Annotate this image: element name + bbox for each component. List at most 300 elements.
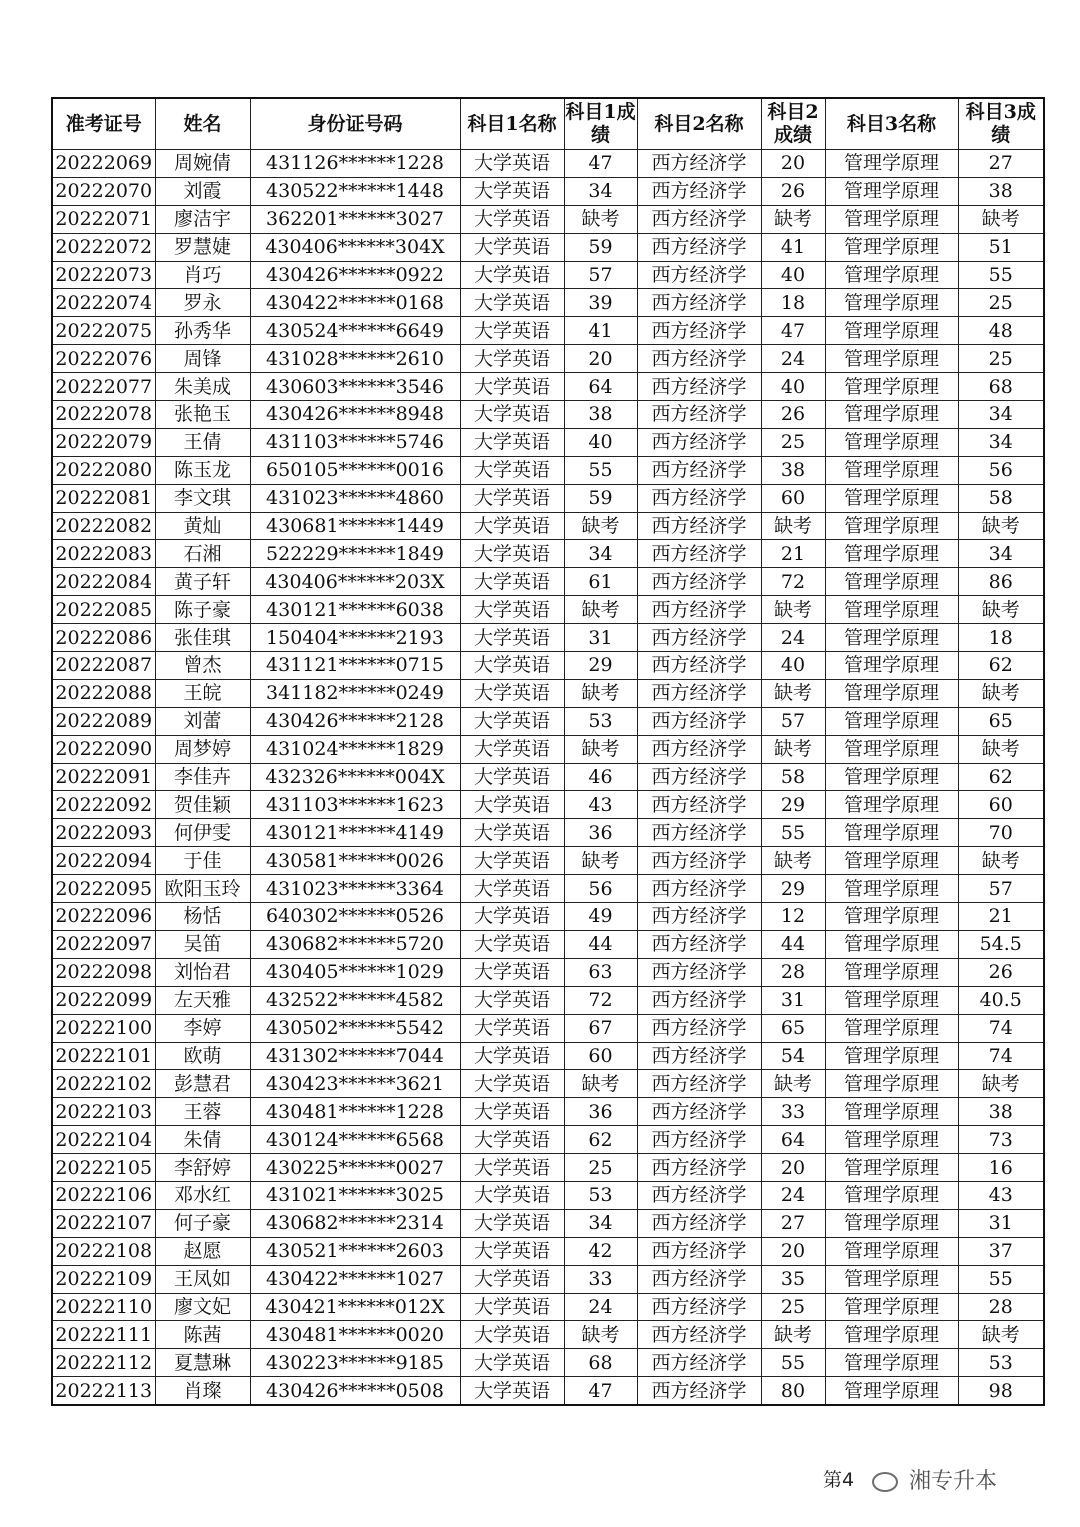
cell-subject3-score: 37 bbox=[958, 1237, 1044, 1265]
cell-id-number: 430225******0027 bbox=[250, 1154, 460, 1182]
cell-subject3-name: 管理学原理 bbox=[825, 1126, 958, 1154]
cell-name: 王皖 bbox=[155, 679, 250, 707]
table-row bbox=[52, 930, 1044, 958]
table-row bbox=[52, 1321, 1044, 1349]
cell-subject1-score: 36 bbox=[564, 1098, 637, 1126]
cell-subject2-name: 西方经济学 bbox=[637, 735, 761, 763]
cell-exam-id: 20222070 bbox=[52, 177, 155, 205]
cell-subject2-score: 40 bbox=[761, 373, 825, 401]
cell-exam-id: 20222108 bbox=[52, 1237, 155, 1265]
header-subject3-score: 科目3成绩 bbox=[958, 98, 1044, 150]
cell-name: 何子豪 bbox=[155, 1209, 250, 1237]
cell-name: 肖巧 bbox=[155, 261, 250, 289]
cell-exam-id: 20222095 bbox=[52, 875, 155, 903]
cell-subject1-name: 大学英语 bbox=[460, 150, 564, 178]
cell-subject3-score: 缺考 bbox=[958, 735, 1044, 763]
cell-exam-id: 20222111 bbox=[52, 1321, 155, 1349]
page-number: 第4 bbox=[823, 1469, 855, 1491]
cell-subject3-name: 管理学原理 bbox=[825, 1349, 958, 1377]
cell-subject1-name: 大学英语 bbox=[460, 261, 564, 289]
cell-exam-id: 20222100 bbox=[52, 1014, 155, 1042]
cell-subject3-score: 62 bbox=[958, 652, 1044, 680]
cell-subject2-name: 西方经济学 bbox=[637, 679, 761, 707]
cell-subject3-score: 54.5 bbox=[958, 930, 1044, 958]
cell-subject2-name: 西方经济学 bbox=[637, 1181, 761, 1209]
cell-exam-id: 20222096 bbox=[52, 903, 155, 931]
table-row bbox=[52, 1098, 1044, 1126]
cell-subject1-score: 53 bbox=[564, 1181, 637, 1209]
cell-subject2-name: 西方经济学 bbox=[637, 791, 761, 819]
cell-subject3-score: 38 bbox=[958, 1098, 1044, 1126]
cell-subject3-score: 31 bbox=[958, 1209, 1044, 1237]
cell-subject1-score: 25 bbox=[564, 1154, 637, 1182]
cell-name: 王凤如 bbox=[155, 1265, 250, 1293]
cell-name: 王蓉 bbox=[155, 1098, 250, 1126]
cell-name: 杨恬 bbox=[155, 903, 250, 931]
cell-name: 朱美成 bbox=[155, 373, 250, 401]
cell-subject1-score: 34 bbox=[564, 540, 637, 568]
cell-subject1-name: 大学英语 bbox=[460, 540, 564, 568]
cell-subject1-name: 大学英语 bbox=[460, 456, 564, 484]
cell-subject2-score: 33 bbox=[761, 1098, 825, 1126]
table-row bbox=[52, 512, 1044, 540]
table-row bbox=[52, 289, 1044, 317]
cell-subject1-name: 大学英语 bbox=[460, 373, 564, 401]
cell-name: 罗慧婕 bbox=[155, 233, 250, 261]
cell-subject3-name: 管理学原理 bbox=[825, 540, 958, 568]
cell-subject2-name: 西方经济学 bbox=[637, 1293, 761, 1321]
cell-subject3-score: 25 bbox=[958, 289, 1044, 317]
watermark bbox=[872, 1464, 997, 1495]
table-row bbox=[52, 1126, 1044, 1154]
cell-subject1-name: 大学英语 bbox=[460, 1377, 564, 1405]
cell-subject3-name: 管理学原理 bbox=[825, 373, 958, 401]
cell-subject2-score: 26 bbox=[761, 401, 825, 429]
cell-subject1-name: 大学英语 bbox=[460, 930, 564, 958]
cell-name: 陈茜 bbox=[155, 1321, 250, 1349]
cell-subject3-name: 管理学原理 bbox=[825, 652, 958, 680]
cell-subject3-name: 管理学原理 bbox=[825, 428, 958, 456]
cell-name: 于佳 bbox=[155, 847, 250, 875]
cell-subject3-score: 缺考 bbox=[958, 847, 1044, 875]
cell-id-number: 430481******0020 bbox=[250, 1321, 460, 1349]
table-row bbox=[52, 1293, 1044, 1321]
cell-id-number: 522229******1849 bbox=[250, 540, 460, 568]
cell-subject3-score: 74 bbox=[958, 1014, 1044, 1042]
cell-subject2-name: 西方经济学 bbox=[637, 401, 761, 429]
cell-subject1-name: 大学英语 bbox=[460, 1154, 564, 1182]
cell-exam-id: 20222090 bbox=[52, 735, 155, 763]
cell-exam-id: 20222071 bbox=[52, 205, 155, 233]
cell-id-number: 430422******1027 bbox=[250, 1265, 460, 1293]
table-row bbox=[52, 763, 1044, 791]
cell-subject2-name: 西方经济学 bbox=[637, 1042, 761, 1070]
cell-subject3-name: 管理学原理 bbox=[825, 568, 958, 596]
table-row bbox=[52, 652, 1044, 680]
cell-subject2-name: 西方经济学 bbox=[637, 150, 761, 178]
cell-id-number: 362201******3027 bbox=[250, 205, 460, 233]
header-id-number: 身份证号码 bbox=[250, 98, 460, 150]
table-row bbox=[52, 707, 1044, 735]
cell-subject1-score: 38 bbox=[564, 401, 637, 429]
cell-subject2-score: 缺考 bbox=[761, 735, 825, 763]
cell-subject2-name: 西方经济学 bbox=[637, 847, 761, 875]
cell-subject1-name: 大学英语 bbox=[460, 1098, 564, 1126]
cell-subject2-name: 西方经济学 bbox=[637, 1154, 761, 1182]
cell-id-number: 430603******3546 bbox=[250, 373, 460, 401]
cell-exam-id: 20222113 bbox=[52, 1377, 155, 1405]
cell-subject3-name: 管理学原理 bbox=[825, 1377, 958, 1405]
cell-subject2-name: 西方经济学 bbox=[637, 624, 761, 652]
cell-subject2-name: 西方经济学 bbox=[637, 1265, 761, 1293]
cell-id-number: 430521******2603 bbox=[250, 1237, 460, 1265]
cell-subject3-name: 管理学原理 bbox=[825, 1042, 958, 1070]
cell-name: 张佳琪 bbox=[155, 624, 250, 652]
cell-subject3-score: 26 bbox=[958, 958, 1044, 986]
cell-subject2-name: 西方经济学 bbox=[637, 568, 761, 596]
cell-subject2-score: 缺考 bbox=[761, 1070, 825, 1098]
cell-subject2-name: 西方经济学 bbox=[637, 484, 761, 512]
cell-subject3-score: 27 bbox=[958, 150, 1044, 178]
cell-exam-id: 20222081 bbox=[52, 484, 155, 512]
cell-id-number: 431021******3025 bbox=[250, 1181, 460, 1209]
cell-subject3-score: 缺考 bbox=[958, 1070, 1044, 1098]
cell-subject1-score: 36 bbox=[564, 819, 637, 847]
cell-subject2-score: 29 bbox=[761, 875, 825, 903]
cell-subject1-score: 40 bbox=[564, 428, 637, 456]
cell-id-number: 430223******9185 bbox=[250, 1349, 460, 1377]
table-header-row bbox=[52, 98, 1044, 150]
cell-subject1-name: 大学英语 bbox=[460, 1181, 564, 1209]
cell-subject2-score: 20 bbox=[761, 1237, 825, 1265]
cell-subject2-score: 40 bbox=[761, 261, 825, 289]
cell-id-number: 431302******7044 bbox=[250, 1042, 460, 1070]
cell-subject2-score: 25 bbox=[761, 428, 825, 456]
cell-name: 王倩 bbox=[155, 428, 250, 456]
cell-subject3-name: 管理学原理 bbox=[825, 1181, 958, 1209]
cell-subject3-score: 缺考 bbox=[958, 679, 1044, 707]
cell-name: 黄子轩 bbox=[155, 568, 250, 596]
cell-subject3-name: 管理学原理 bbox=[825, 624, 958, 652]
cell-exam-id: 20222078 bbox=[52, 401, 155, 429]
cell-subject1-score: 49 bbox=[564, 903, 637, 931]
cell-subject3-name: 管理学原理 bbox=[825, 484, 958, 512]
table-row bbox=[52, 735, 1044, 763]
cell-id-number: 431103******5746 bbox=[250, 428, 460, 456]
cell-name: 欧萌 bbox=[155, 1042, 250, 1070]
cell-subject2-name: 西方经济学 bbox=[637, 1098, 761, 1126]
header-subject3-name: 科目3名称 bbox=[825, 98, 958, 150]
cell-subject3-name: 管理学原理 bbox=[825, 930, 958, 958]
cell-subject3-name: 管理学原理 bbox=[825, 1237, 958, 1265]
cell-subject3-score: 98 bbox=[958, 1377, 1044, 1405]
cell-subject1-name: 大学英语 bbox=[460, 791, 564, 819]
table-row bbox=[52, 261, 1044, 289]
cell-subject2-score: 缺考 bbox=[761, 679, 825, 707]
cell-subject2-name: 西方经济学 bbox=[637, 1070, 761, 1098]
cell-subject2-name: 西方经济学 bbox=[637, 289, 761, 317]
cell-subject2-score: 12 bbox=[761, 903, 825, 931]
cell-subject3-name: 管理学原理 bbox=[825, 177, 958, 205]
cell-subject1-score: 47 bbox=[564, 150, 637, 178]
cell-exam-id: 20222104 bbox=[52, 1126, 155, 1154]
cell-exam-id: 20222112 bbox=[52, 1349, 155, 1377]
table-row bbox=[52, 401, 1044, 429]
cell-subject1-name: 大学英语 bbox=[460, 233, 564, 261]
wechat-icon bbox=[872, 1472, 898, 1492]
table-row bbox=[52, 150, 1044, 178]
cell-exam-id: 20222107 bbox=[52, 1209, 155, 1237]
cell-subject3-name: 管理学原理 bbox=[825, 317, 958, 345]
cell-subject1-score: 缺考 bbox=[564, 205, 637, 233]
table-row bbox=[52, 1209, 1044, 1237]
cell-subject1-name: 大学英语 bbox=[460, 1237, 564, 1265]
cell-subject2-score: 20 bbox=[761, 1154, 825, 1182]
cell-subject2-name: 西方经济学 bbox=[637, 1377, 761, 1405]
cell-subject3-score: 58 bbox=[958, 484, 1044, 512]
cell-subject3-name: 管理学原理 bbox=[825, 233, 958, 261]
cell-subject1-score: 47 bbox=[564, 1377, 637, 1405]
table-row bbox=[52, 1014, 1044, 1042]
cell-subject1-name: 大学英语 bbox=[460, 1014, 564, 1042]
cell-subject1-score: 63 bbox=[564, 958, 637, 986]
table-row bbox=[52, 596, 1044, 624]
cell-name: 何伊雯 bbox=[155, 819, 250, 847]
cell-id-number: 341182******0249 bbox=[250, 679, 460, 707]
cell-name: 李舒婷 bbox=[155, 1154, 250, 1182]
cell-exam-id: 20222072 bbox=[52, 233, 155, 261]
cell-subject1-name: 大学英语 bbox=[460, 707, 564, 735]
cell-subject2-name: 西方经济学 bbox=[637, 819, 761, 847]
cell-exam-id: 20222093 bbox=[52, 819, 155, 847]
table-row bbox=[52, 1070, 1044, 1098]
cell-subject1-name: 大学英语 bbox=[460, 1265, 564, 1293]
cell-subject1-score: 31 bbox=[564, 624, 637, 652]
cell-id-number: 430524******6649 bbox=[250, 317, 460, 345]
table-row bbox=[52, 819, 1044, 847]
cell-exam-id: 20222076 bbox=[52, 345, 155, 373]
cell-subject3-score: 21 bbox=[958, 903, 1044, 931]
cell-subject3-name: 管理学原理 bbox=[825, 205, 958, 233]
header-subject1-score: 科目1成绩 bbox=[564, 98, 637, 150]
cell-subject2-name: 西方经济学 bbox=[637, 317, 761, 345]
cell-subject3-name: 管理学原理 bbox=[825, 150, 958, 178]
cell-id-number: 431103******1623 bbox=[250, 791, 460, 819]
cell-subject3-score: 53 bbox=[958, 1349, 1044, 1377]
cell-subject1-name: 大学英语 bbox=[460, 317, 564, 345]
cell-exam-id: 20222101 bbox=[52, 1042, 155, 1070]
cell-exam-id: 20222080 bbox=[52, 456, 155, 484]
cell-subject1-score: 46 bbox=[564, 763, 637, 791]
cell-subject2-score: 35 bbox=[761, 1265, 825, 1293]
cell-name: 赵愿 bbox=[155, 1237, 250, 1265]
cell-subject2-score: 31 bbox=[761, 986, 825, 1014]
cell-subject1-name: 大学英语 bbox=[460, 512, 564, 540]
cell-subject2-score: 缺考 bbox=[761, 847, 825, 875]
table-row bbox=[52, 679, 1044, 707]
cell-name: 贺佳颖 bbox=[155, 791, 250, 819]
cell-subject2-score: 60 bbox=[761, 484, 825, 512]
table-row bbox=[52, 791, 1044, 819]
cell-name: 邓水红 bbox=[155, 1181, 250, 1209]
cell-name: 刘霞 bbox=[155, 177, 250, 205]
cell-subject1-score: 56 bbox=[564, 875, 637, 903]
cell-subject3-score: 56 bbox=[958, 456, 1044, 484]
cell-subject1-name: 大学英语 bbox=[460, 903, 564, 931]
cell-subject2-name: 西方经济学 bbox=[637, 986, 761, 1014]
cell-subject3-score: 43 bbox=[958, 1181, 1044, 1209]
cell-subject1-name: 大学英语 bbox=[460, 958, 564, 986]
cell-subject3-score: 65 bbox=[958, 707, 1044, 735]
cell-subject3-score: 34 bbox=[958, 428, 1044, 456]
cell-subject1-score: 缺考 bbox=[564, 847, 637, 875]
table-row bbox=[52, 205, 1044, 233]
cell-subject2-name: 西方经济学 bbox=[637, 345, 761, 373]
cell-id-number: 150404******2193 bbox=[250, 624, 460, 652]
cell-subject2-score: 缺考 bbox=[761, 1321, 825, 1349]
cell-subject1-score: 33 bbox=[564, 1265, 637, 1293]
cell-subject1-name: 大学英语 bbox=[460, 652, 564, 680]
cell-subject2-score: 26 bbox=[761, 177, 825, 205]
cell-subject3-name: 管理学原理 bbox=[825, 735, 958, 763]
cell-exam-id: 20222089 bbox=[52, 707, 155, 735]
cell-name: 彭慧君 bbox=[155, 1070, 250, 1098]
cell-id-number: 430426******8948 bbox=[250, 401, 460, 429]
cell-subject3-score: 62 bbox=[958, 763, 1044, 791]
cell-subject1-name: 大学英语 bbox=[460, 819, 564, 847]
cell-subject1-score: 44 bbox=[564, 930, 637, 958]
cell-subject3-name: 管理学原理 bbox=[825, 763, 958, 791]
cell-subject1-score: 39 bbox=[564, 289, 637, 317]
table-row bbox=[52, 456, 1044, 484]
cell-name: 陈玉龙 bbox=[155, 456, 250, 484]
cell-exam-id: 20222097 bbox=[52, 930, 155, 958]
cell-subject1-score: 缺考 bbox=[564, 735, 637, 763]
cell-subject3-name: 管理学原理 bbox=[825, 1154, 958, 1182]
cell-exam-id: 20222105 bbox=[52, 1154, 155, 1182]
cell-exam-id: 20222083 bbox=[52, 540, 155, 568]
table-row bbox=[52, 345, 1044, 373]
cell-subject3-name: 管理学原理 bbox=[825, 456, 958, 484]
table-row bbox=[52, 986, 1044, 1014]
cell-subject2-score: 55 bbox=[761, 1349, 825, 1377]
cell-id-number: 430405******1029 bbox=[250, 958, 460, 986]
cell-exam-id: 20222069 bbox=[52, 150, 155, 178]
cell-id-number: 430422******0168 bbox=[250, 289, 460, 317]
cell-subject2-name: 西方经济学 bbox=[637, 875, 761, 903]
cell-subject3-name: 管理学原理 bbox=[825, 289, 958, 317]
cell-subject2-name: 西方经济学 bbox=[637, 1237, 761, 1265]
cell-subject3-name: 管理学原理 bbox=[825, 1209, 958, 1237]
cell-subject1-name: 大学英语 bbox=[460, 596, 564, 624]
table-row bbox=[52, 1377, 1044, 1405]
cell-name: 廖洁宇 bbox=[155, 205, 250, 233]
cell-name: 张艳玉 bbox=[155, 401, 250, 429]
cell-subject2-name: 西方经济学 bbox=[637, 707, 761, 735]
cell-subject2-name: 西方经济学 bbox=[637, 512, 761, 540]
cell-subject3-score: 55 bbox=[958, 1265, 1044, 1293]
cell-subject2-name: 西方经济学 bbox=[637, 233, 761, 261]
cell-subject2-score: 38 bbox=[761, 456, 825, 484]
cell-subject2-name: 西方经济学 bbox=[637, 903, 761, 931]
header-subject2-score: 科目2成绩 bbox=[761, 98, 825, 150]
cell-subject1-score: 67 bbox=[564, 1014, 637, 1042]
cell-subject1-score: 68 bbox=[564, 1349, 637, 1377]
cell-subject3-score: 25 bbox=[958, 345, 1044, 373]
cell-subject2-score: 64 bbox=[761, 1126, 825, 1154]
cell-exam-id: 20222082 bbox=[52, 512, 155, 540]
cell-name: 周梦婷 bbox=[155, 735, 250, 763]
cell-subject2-score: 28 bbox=[761, 958, 825, 986]
cell-name: 周锋 bbox=[155, 345, 250, 373]
table-row bbox=[52, 177, 1044, 205]
cell-subject3-score: 缺考 bbox=[958, 596, 1044, 624]
cell-subject3-name: 管理学原理 bbox=[825, 679, 958, 707]
cell-subject2-name: 西方经济学 bbox=[637, 596, 761, 624]
cell-subject2-name: 西方经济学 bbox=[637, 763, 761, 791]
cell-id-number: 432326******004X bbox=[250, 763, 460, 791]
cell-subject2-name: 西方经济学 bbox=[637, 428, 761, 456]
cell-exam-id: 20222086 bbox=[52, 624, 155, 652]
cell-exam-id: 20222073 bbox=[52, 261, 155, 289]
cell-subject1-score: 61 bbox=[564, 568, 637, 596]
cell-subject3-name: 管理学原理 bbox=[825, 791, 958, 819]
cell-subject1-score: 缺考 bbox=[564, 1070, 637, 1098]
cell-subject3-name: 管理学原理 bbox=[825, 1321, 958, 1349]
cell-subject3-score: 28 bbox=[958, 1293, 1044, 1321]
cell-subject3-score: 缺考 bbox=[958, 205, 1044, 233]
cell-subject3-score: 73 bbox=[958, 1126, 1044, 1154]
cell-subject3-score: 34 bbox=[958, 540, 1044, 568]
cell-subject3-score: 55 bbox=[958, 261, 1044, 289]
cell-subject1-score: 53 bbox=[564, 707, 637, 735]
cell-subject2-score: 缺考 bbox=[761, 205, 825, 233]
table-row bbox=[52, 428, 1044, 456]
cell-name: 夏慧琳 bbox=[155, 1349, 250, 1377]
cell-id-number: 431024******1829 bbox=[250, 735, 460, 763]
cell-subject1-score: 60 bbox=[564, 1042, 637, 1070]
cell-subject3-name: 管理学原理 bbox=[825, 512, 958, 540]
cell-subject2-name: 西方经济学 bbox=[637, 456, 761, 484]
table-row bbox=[52, 1237, 1044, 1265]
cell-subject1-name: 大学英语 bbox=[460, 1042, 564, 1070]
cell-subject3-name: 管理学原理 bbox=[825, 401, 958, 429]
cell-subject3-score: 68 bbox=[958, 373, 1044, 401]
cell-subject1-score: 64 bbox=[564, 373, 637, 401]
cell-subject3-name: 管理学原理 bbox=[825, 1293, 958, 1321]
cell-subject3-name: 管理学原理 bbox=[825, 596, 958, 624]
cell-id-number: 430406******304X bbox=[250, 233, 460, 261]
header-subject2-name: 科目2名称 bbox=[637, 98, 761, 150]
cell-exam-id: 20222110 bbox=[52, 1293, 155, 1321]
cell-subject2-score: 44 bbox=[761, 930, 825, 958]
cell-subject1-score: 62 bbox=[564, 1126, 637, 1154]
cell-subject3-score: 16 bbox=[958, 1154, 1044, 1182]
cell-exam-id: 20222088 bbox=[52, 679, 155, 707]
table-row bbox=[52, 1265, 1044, 1293]
cell-subject2-name: 西方经济学 bbox=[637, 177, 761, 205]
cell-subject2-name: 西方经济学 bbox=[637, 930, 761, 958]
cell-subject1-score: 57 bbox=[564, 261, 637, 289]
cell-exam-id: 20222094 bbox=[52, 847, 155, 875]
cell-subject3-name: 管理学原理 bbox=[825, 707, 958, 735]
cell-subject2-score: 24 bbox=[761, 345, 825, 373]
cell-exam-id: 20222084 bbox=[52, 568, 155, 596]
header-subject1-name: 科目1名称 bbox=[460, 98, 564, 150]
cell-subject1-name: 大学英语 bbox=[460, 289, 564, 317]
header-exam-id: 准考证号 bbox=[52, 98, 155, 150]
cell-subject2-name: 西方经济学 bbox=[637, 261, 761, 289]
